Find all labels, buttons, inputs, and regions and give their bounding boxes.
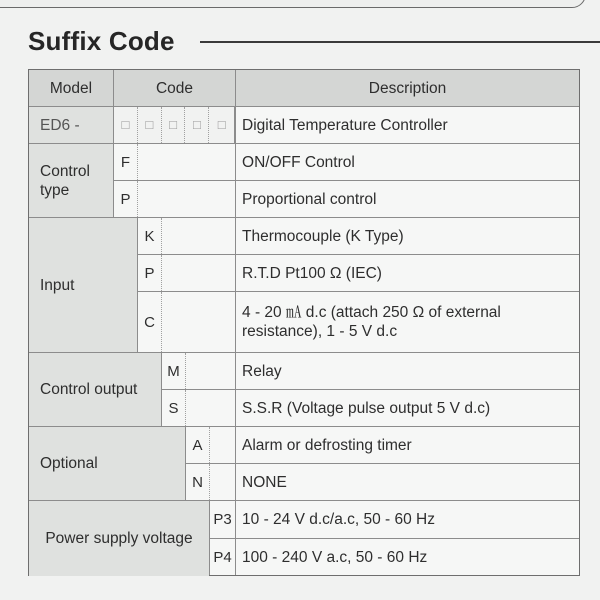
header-description: Description xyxy=(236,70,580,107)
code-f: F xyxy=(114,144,138,181)
page-title: Suffix Code xyxy=(28,26,175,56)
code-placeholder: □ xyxy=(185,107,209,143)
code-a: A xyxy=(186,427,210,464)
code-p: P xyxy=(114,181,138,218)
group-power-supply: Power supply voltage xyxy=(29,501,210,576)
code-placeholder: □ xyxy=(209,107,235,143)
description-cell: Alarm or defrosting timer xyxy=(236,427,580,464)
page-top-edge xyxy=(0,0,586,8)
code-placeholder: □ xyxy=(114,107,138,143)
code-m: M xyxy=(162,353,186,390)
description-cell: Relay xyxy=(236,353,580,390)
code-n: N xyxy=(186,464,210,501)
group-input: Input xyxy=(29,218,138,353)
model-value: ED6 - xyxy=(29,107,114,144)
group-optional: Optional xyxy=(29,427,186,501)
code-s: S xyxy=(162,390,186,427)
header-model: Model xyxy=(29,70,114,107)
section-header xyxy=(28,26,588,58)
description-cell: ON/OFF Control xyxy=(236,144,580,181)
table-row xyxy=(29,144,580,181)
description-cell: NONE xyxy=(236,464,580,501)
table-row xyxy=(29,218,580,255)
suffix-code-table xyxy=(28,69,580,576)
title-rule xyxy=(200,41,600,43)
code-placeholder: □ xyxy=(162,107,186,143)
table-row xyxy=(29,427,580,464)
table-row xyxy=(29,501,580,539)
description-cell: R.T.D Pt100 Ω (IEC) xyxy=(236,255,580,292)
code-placeholders xyxy=(114,107,236,144)
description-cell: 100 - 240 V a.c, 50 - 60 Hz xyxy=(236,539,580,576)
description-cell: Proportional control xyxy=(236,181,580,218)
code-p4: P4 xyxy=(210,539,236,576)
model-description: Digital Temperature Controller xyxy=(236,107,580,144)
code-p3: P3 xyxy=(210,501,236,539)
model-row xyxy=(29,107,580,144)
description-cell: Thermocouple (K Type) xyxy=(236,218,580,255)
description-cell: S.S.R (Voltage pulse output 5 V d.c) xyxy=(236,390,580,427)
header-row xyxy=(29,70,580,107)
table-row xyxy=(29,353,580,390)
code-p: P xyxy=(138,255,162,292)
code-c: C xyxy=(138,292,162,353)
code-placeholder: □ xyxy=(138,107,162,143)
code-k: K xyxy=(138,218,162,255)
header-code: Code xyxy=(114,70,236,107)
group-control-type: Control type xyxy=(29,144,114,218)
description-cell: 10 - 24 V d.c/a.c, 50 - 60 Hz xyxy=(236,501,580,539)
group-control-output: Control output xyxy=(29,353,162,427)
description-cell: 4 - 20 ㎃ d.c (attach 250 Ω of external resistance), 1 - 5 V d.c xyxy=(236,292,580,353)
